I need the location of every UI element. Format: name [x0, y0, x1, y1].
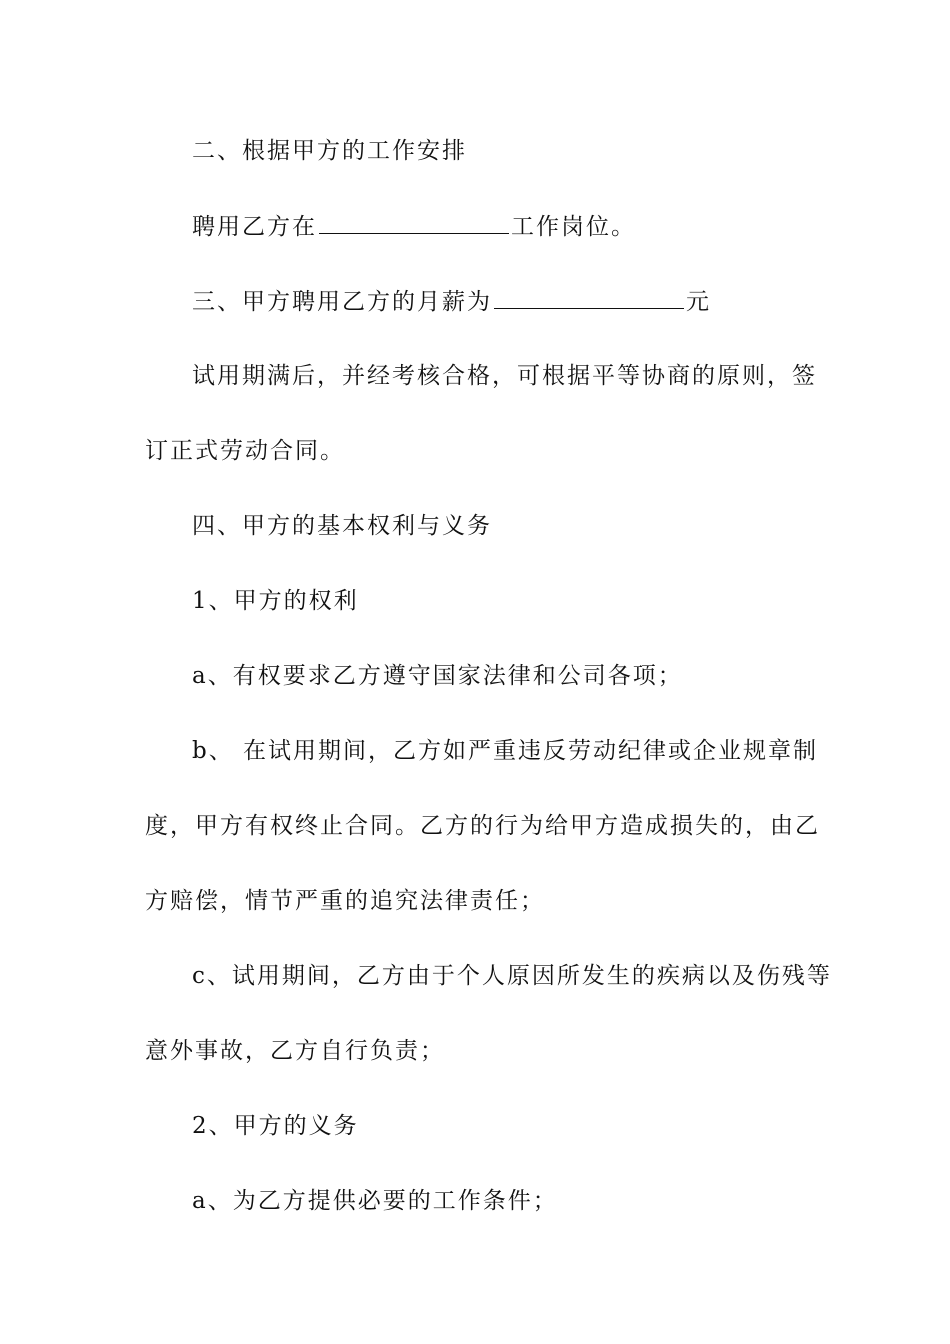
text-line: c、试用期间，乙方由于个人原因所发生的疾病以及伤残等	[192, 963, 832, 989]
text-line: 元	[686, 289, 711, 315]
text-line: 订正式劳动合同。	[145, 438, 345, 464]
list-item	[192, 1186, 558, 1216]
paragraph-line	[192, 361, 817, 391]
text-line: 四、甲方的基本权利与义务	[192, 513, 492, 539]
subsection-heading	[192, 586, 359, 616]
list-item	[192, 661, 683, 691]
position-blank	[319, 211, 509, 234]
text-line: b、 在试用期间，乙方如严重违反劳动纪律或企业规章制	[192, 738, 819, 764]
text-line: 二、根据甲方的工作安排	[192, 138, 467, 164]
list-item	[192, 961, 832, 991]
section-four-heading	[192, 511, 492, 541]
text-line: 意外事故，乙方自行负责；	[145, 1038, 445, 1064]
section-two-heading	[192, 136, 467, 166]
text-line: 试用期满后，并经考核合格，可根据平等协商的原则，签	[192, 363, 817, 389]
paragraph-line	[145, 436, 345, 466]
text-line: 方赔偿，情节严重的追究法律责任；	[145, 888, 545, 914]
paragraph-line	[145, 1036, 445, 1066]
text-line: a、为乙方提供必要的工作条件；	[192, 1188, 558, 1214]
paragraph-line	[145, 886, 545, 916]
text-line: a、有权要求乙方遵守国家法律和公司各项；	[192, 663, 683, 689]
paragraph-line	[145, 811, 820, 841]
position-line	[192, 211, 636, 242]
text-line: 工作岗位。	[511, 214, 636, 240]
text-line: 三、甲方聘用乙方的月薪为	[192, 289, 492, 315]
list-item	[192, 736, 818, 766]
text-line: 2、甲方的义务	[192, 1113, 359, 1139]
subsection-heading	[192, 1111, 359, 1141]
salary-blank	[494, 286, 684, 309]
salary-line	[192, 286, 711, 317]
text-line: 1、甲方的权利	[192, 588, 359, 614]
text-line: 度，甲方有权终止合同。乙方的行为给甲方造成损失的，由乙	[145, 813, 820, 839]
text-line: 聘用乙方在	[192, 214, 317, 240]
